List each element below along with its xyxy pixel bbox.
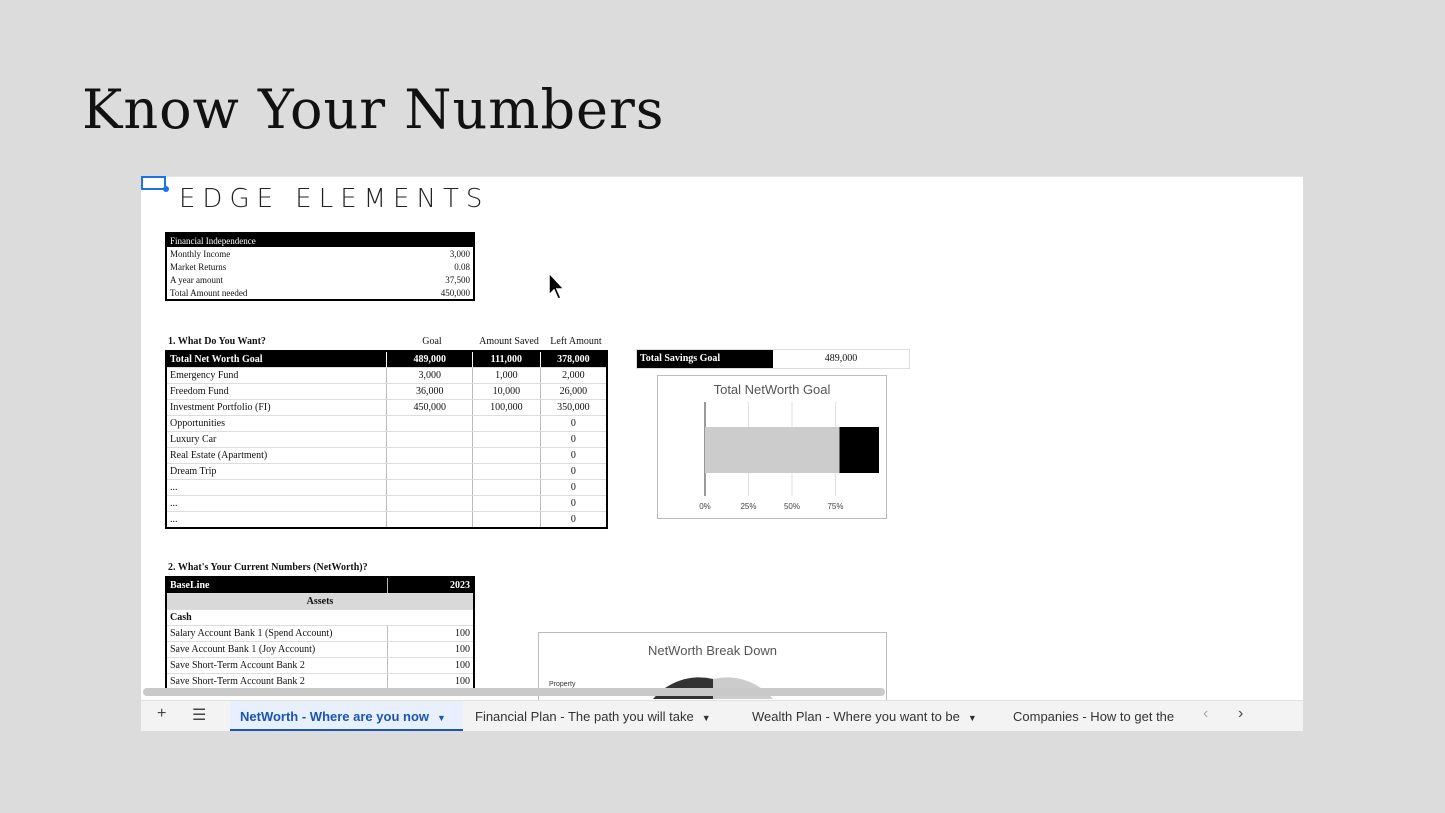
- table-row: [166, 432, 607, 448]
- cell[interactable]: [387, 448, 473, 464]
- spreadsheet[interactable]: [141, 176, 1303, 731]
- cell[interactable]: Total Amount needed: [170, 287, 248, 298]
- table-row: [166, 400, 607, 416]
- cell[interactable]: ...: [166, 512, 387, 529]
- cell[interactable]: [387, 480, 473, 496]
- cell[interactable]: 0: [540, 432, 607, 448]
- table-row: [166, 273, 474, 286]
- cell[interactable]: 450,000: [387, 400, 473, 416]
- cell[interactable]: 489,000: [387, 351, 473, 368]
- table-row: [166, 512, 607, 529]
- scroll-tabs-right-icon[interactable]: ›: [1238, 705, 1244, 722]
- mouse-cursor-icon: [547, 271, 567, 301]
- x-tick-label: 75%: [827, 502, 844, 511]
- tab-label: NetWorth - Where are you now: [240, 709, 429, 724]
- bar-remaining: [840, 427, 879, 473]
- fi-table: [165, 232, 475, 301]
- brand-logo: EDGE ELEMENTS: [179, 184, 490, 214]
- table-row: [166, 286, 474, 300]
- bar-saved: [705, 427, 840, 473]
- cell[interactable]: 0.08: [454, 261, 470, 272]
- fill-handle[interactable]: [163, 186, 169, 192]
- tab-label: Companies - How to get the: [1013, 709, 1175, 724]
- cell[interactable]: 3,000: [449, 248, 470, 259]
- cell[interactable]: [387, 512, 473, 529]
- total-savings-goal-value[interactable]: 489,000: [824, 353, 858, 364]
- cell[interactable]: Monthly Income: [170, 248, 231, 259]
- cell[interactable]: [473, 464, 541, 480]
- cell[interactable]: 0: [540, 448, 607, 464]
- total-savings-goal: [636, 349, 910, 369]
- cell[interactable]: 0: [540, 512, 607, 529]
- cell[interactable]: 10,000: [473, 384, 541, 400]
- cell[interactable]: Total Net Worth Goal: [166, 351, 387, 368]
- cell[interactable]: Cash: [166, 610, 474, 626]
- networth-goal-chart[interactable]: [657, 375, 887, 519]
- cell[interactable]: Dream Trip: [166, 464, 387, 480]
- cell[interactable]: 0: [540, 496, 607, 512]
- cell[interactable]: 0: [540, 416, 607, 432]
- cell[interactable]: 3,000: [387, 368, 473, 384]
- chevron-down-icon[interactable]: ▼: [967, 713, 977, 723]
- table-row: [166, 464, 607, 480]
- table-row: [166, 658, 474, 674]
- cell[interactable]: 36,000: [387, 384, 473, 400]
- cell[interactable]: Save Short-Term Account Bank 2: [166, 658, 387, 674]
- section-title-current: 2. What's Your Current Numbers (NetWorth)?: [168, 562, 368, 573]
- table-row: [166, 384, 607, 400]
- chevron-down-icon[interactable]: ▼: [437, 713, 446, 723]
- tab-wealth-plan[interactable]: [742, 701, 987, 731]
- cell[interactable]: Emergency Fund: [166, 368, 387, 384]
- cell[interactable]: ...: [166, 480, 387, 496]
- cell[interactable]: 378,000: [540, 351, 607, 368]
- cell[interactable]: Market Returns: [170, 261, 227, 272]
- fi-header: Financial Independence: [166, 233, 474, 247]
- pie-label: Property: [549, 681, 576, 688]
- table-row: [166, 626, 474, 642]
- cell[interactable]: 0: [540, 464, 607, 480]
- col-header-goal: Goal: [422, 336, 442, 347]
- cell[interactable]: Save Short-Term Account Bank 2: [166, 674, 387, 690]
- grid-top: [141, 176, 1303, 181]
- total-savings-goal-label[interactable]: Total Savings Goal: [637, 350, 773, 368]
- cell[interactable]: 100: [387, 674, 474, 690]
- table-row: [166, 480, 607, 496]
- cell[interactable]: 100: [387, 642, 474, 658]
- baseline-table: [165, 576, 475, 690]
- cell[interactable]: Investment Portfolio (FI): [166, 400, 387, 416]
- chart-title: Total NetWorth Goal: [713, 382, 831, 397]
- slide-title: Know Your Numbers: [82, 78, 665, 141]
- table-row: [166, 247, 474, 260]
- chart-title: NetWorth Break Down: [647, 643, 778, 658]
- table-row: [166, 642, 474, 658]
- table-header-row: [166, 577, 474, 594]
- cell[interactable]: Real Estate (Apartment): [166, 448, 387, 464]
- cell[interactable]: [473, 432, 541, 448]
- cell[interactable]: Freedom Fund: [166, 384, 387, 400]
- table-row: [166, 594, 474, 610]
- table-row: [166, 496, 607, 512]
- cell[interactable]: [387, 496, 473, 512]
- tab-label: Financial Plan - The path you will take: [475, 709, 694, 724]
- table-row: [166, 416, 607, 432]
- table-row: [166, 260, 474, 273]
- cell[interactable]: [387, 416, 473, 432]
- cell[interactable]: 37,500: [445, 274, 470, 285]
- cell[interactable]: [473, 416, 541, 432]
- cell[interactable]: [473, 448, 541, 464]
- cell[interactable]: [387, 464, 473, 480]
- chevron-down-icon[interactable]: ▼: [701, 713, 711, 723]
- cell[interactable]: 111,000: [473, 351, 541, 368]
- goals-table: [165, 350, 608, 529]
- scroll-tabs-left-icon[interactable]: ‹: [1203, 705, 1209, 722]
- all-sheets-menu-icon[interactable]: ☰: [192, 707, 207, 724]
- tab-label: Wealth Plan - Where you want to be: [752, 709, 960, 724]
- cell[interactable]: 0: [540, 480, 607, 496]
- cell[interactable]: Save Account Bank 1 (Joy Account): [166, 642, 387, 658]
- section-title-goals: 1. What Do You Want?: [168, 336, 266, 347]
- horizontal-scrollbar[interactable]: [143, 688, 885, 696]
- cell[interactable]: [473, 480, 541, 496]
- cell[interactable]: ...: [166, 496, 387, 512]
- cell[interactable]: 350,000: [540, 400, 607, 416]
- cell[interactable]: 450,000: [440, 287, 470, 298]
- cell[interactable]: 2023: [387, 577, 474, 594]
- sheet-tab-bar: [141, 700, 1303, 731]
- cell[interactable]: [473, 512, 541, 529]
- cell[interactable]: BaseLine: [166, 577, 387, 594]
- cell[interactable]: 2,000: [540, 368, 607, 384]
- cell[interactable]: 1,000: [473, 368, 541, 384]
- cell[interactable]: [473, 496, 541, 512]
- bar-chart-svg: [658, 376, 886, 518]
- tab-companies[interactable]: [1003, 701, 1208, 731]
- tab-networth[interactable]: [230, 701, 463, 731]
- tab-financial-plan[interactable]: [465, 701, 721, 731]
- table-header-row: [166, 351, 607, 368]
- cell[interactable]: Salary Account Bank 1 (Spend Account): [166, 626, 387, 642]
- table-row: [166, 368, 607, 384]
- cell[interactable]: 100: [387, 658, 474, 674]
- cell[interactable]: 100,000: [473, 400, 541, 416]
- cell[interactable]: [387, 432, 473, 448]
- table-row: [166, 448, 607, 464]
- add-sheet-icon[interactable]: +: [157, 705, 167, 722]
- cell[interactable]: 26,000: [540, 384, 607, 400]
- cell[interactable]: Luxury Car: [166, 432, 387, 448]
- table-row: [166, 610, 474, 626]
- cell[interactable]: Opportunities: [166, 416, 387, 432]
- col-header-saved: Amount Saved: [479, 336, 539, 347]
- col-header-left: Left Amount: [550, 336, 602, 347]
- cell[interactable]: A year amount: [170, 274, 223, 285]
- x-tick-label: 25%: [740, 502, 757, 511]
- cell[interactable]: 100: [387, 626, 474, 642]
- cell[interactable]: Assets: [166, 594, 474, 610]
- x-tick-label: 0%: [699, 502, 711, 511]
- x-tick-label: 50%: [783, 502, 801, 511]
